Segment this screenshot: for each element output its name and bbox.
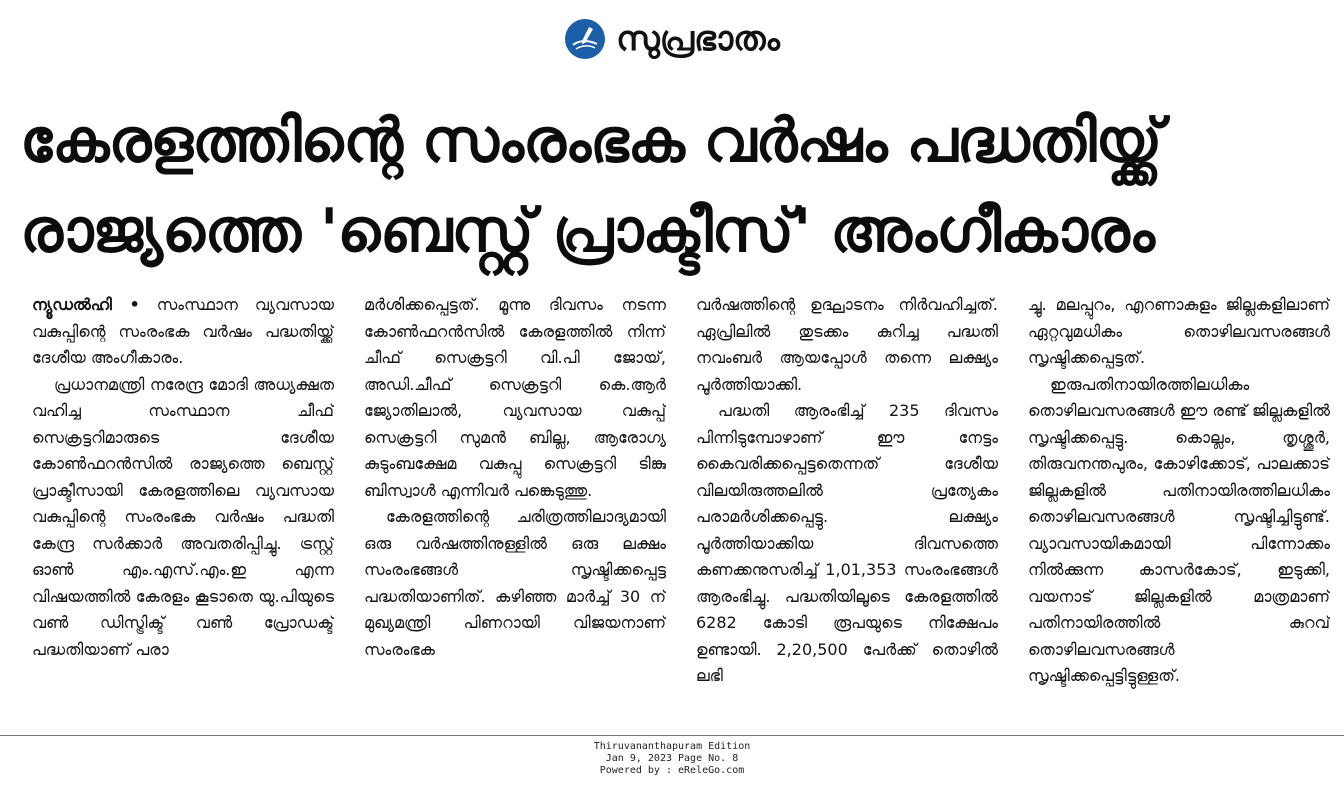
paragraph: പദ്ധതി ആരംഭിച്ച് 235 ദിവസം പിന്നിടുമ്പോഴാണ് ഈ നേട്ടം കൈവരിക്കപ്പെട്ടതെന്നത് ദേശീയ വിലയിരുത്തലിൽ പ്രത്യേകം പരാമർശിക്കപ്പെട്ടു. ലക്ഷ്യം പൂർത്തിയാക്കിയ ദിവസത്തെ കണക്കനുസരിച്ച് 1,01,353 സംരംഭങ്ങൾ ആരംഭിച്ചു. പദ്ധതിയിലൂടെ കേരളത്തിൽ 6282 കോടി രൂപയുടെ നിക്ഷേപം ഉണ്ടായി. 2,20,500 പേർക്ക് തൊഴിൽ ലഭി [696, 401, 998, 685]
paragraph: ഇരുപതിനായിരത്തിലധികം തൊഴിലവസരങ്ങൾ ഈ രണ്ട് ജില്ലകളിൽ സൃഷ്ടിക്കപ്പെട്ടു. കൊല്ലം, തൃശ്ശൂർ, തിരുവനന്തപുരം, കോഴിക്കോട്, പാലക്കാട് ജില്ലകളിൽ പതിനായിരത്തിലധികം തൊഴിലവസരങ്ങൾ സൃഷ്ടിച്ചിട്ടുണ്ട്. വ്യാവസായികമായി പിന്നോക്കം നിൽക്കുന്ന കാസർകോട്, ഇടുക്കി, വയനാട് ജില്ലകളിൽ മാത്രമാണ് പതിനായിരത്തിൽ കുറവ് തൊഴിലവസരങ്ങൾ സൃഷ്ടിക്കപ്പെട്ടിട്ടുള്ളത്. [1028, 374, 1330, 685]
dateline: ന്യൂഡൽഹി • [32, 295, 140, 314]
article-body [32, 292, 1328, 724]
date-page-label: Jan 9, 2023 Page No. 8 [605, 753, 739, 764]
paragraph: പ്രധാനമന്ത്രി നരേന്ദ്ര മോദി അധ്യക്ഷത വഹിച്ച സംസ്ഥാന ചീഫ് സെക്രട്ടറിമാരുടെ ദേശീയ കോൺഫറൻസിൽ രാജ്യത്തെ ബെസ്റ്റ് പ്രാക്ടീസായി കേരളത്തിലെ വ്യവസായ വകുപ്പിന്റെ സംരംഭക വർഷം പദ്ധതി കേന്ദ്ര സർക്കാർ അവതരിപ്പിച്ചു. ട്രസ്റ്റ് ഓൺ എം.എസ്.എം.ഇ എന്ന വിഷയത്തിൽ കേരളം കൂടാതെ യു.പിയുടെ വൺ ഡിസ്ട്രിക്ട് വൺ പ്രോഡക്ട് പദ്ധതിയാണ് പരാ [32, 374, 334, 659]
powered-by-label: Powered by : eReleGo.com [599, 765, 745, 776]
footer [0, 741, 1344, 777]
headline-line-1: കേരളത്തിന്റെ സംരംഭക വർഷം പദ്ധതിയ്ക്ക് [20, 106, 1162, 176]
paragraph: വർഷത്തിന്റെ ഉദ്ഘാടനം നിർവഹിച്ചത്. ഏപ്രിലിൽ തുടക്കം കുറിച്ച പദ്ധതി നവംബർ ആയപ്പോൾ തന്നെ ലക്ഷ്യം പൂർത്തിയാക്കി. [696, 295, 998, 394]
paragraph: കേരളത്തിന്റെ ചരിത്രത്തിലാദ്യമായി ഒരു വർഷത്തിനുള്ളിൽ ഒരു ലക്ഷം സംരംഭങ്ങൾ സൃഷ്ടിക്കപ്പെട്ട പദ്ധതിയാണിത്. കഴിഞ്ഞ മാർച്ച് 30 ന് മുഖ്യമന്ത്രി പിണറായി വിജയനാണ് സംരംഭക [364, 507, 666, 659]
paragraph: മർശിക്കപ്പെട്ടത്. മൂന്നു ദിവസം നടന്ന കോൺഫറൻസിൽ കേരളത്തിൽ നിന്ന് ചീഫ് സെക്രട്ടറി വി.പി ജോയ്, അഡി.ചീഫ് സെക്രട്ടറി കെ.ആർ ജ്യോതിലാൽ, വ്യവസായ വകുപ്പ് സെക്രട്ടറി സുമൻ ബില്ല, ആരോഗ്യ കുടുംബക്ഷേമ വകുപ്പു സെക്രട്ടറി ടിങ്കു ബിസ്വാൾ എന്നിവർ പങ്കെടുത്തു. [364, 295, 666, 500]
footer-divider [0, 735, 1344, 736]
paragraph: ച്ചു. മലപ്പുറം, എറണാകുളം ജില്ലകളിലാണ് ഏറ്റവുമധികം തൊഴിലവസരങ്ങൾ സൃഷ്ടിക്കപ്പെട്ടത്. [1028, 295, 1330, 367]
paragraph: സംസ്ഥാന വ്യവസായ വകുപ്പിന്റെ സംരംഭക വർഷം പദ്ധതിയ്ക്ക് ദേശീയ അംഗീകാരം. [32, 295, 334, 367]
article-column-2 [364, 292, 666, 724]
headline [20, 96, 1324, 276]
newspaper-name: സുപ്രഭാതം [616, 19, 780, 59]
masthead [0, 10, 1344, 68]
headline-line-2: രാജ്യത്തെ 'ബെസ്റ്റ് പ്രാക്ടീസ്' അംഗീകാരം [20, 196, 1154, 266]
globe-pen-logo-icon [564, 18, 606, 60]
article-column-3 [696, 292, 998, 724]
edition-label: Thiruvananthapuram Edition [593, 741, 751, 752]
article-column-4 [1028, 292, 1330, 724]
article-column-1 [32, 292, 334, 724]
